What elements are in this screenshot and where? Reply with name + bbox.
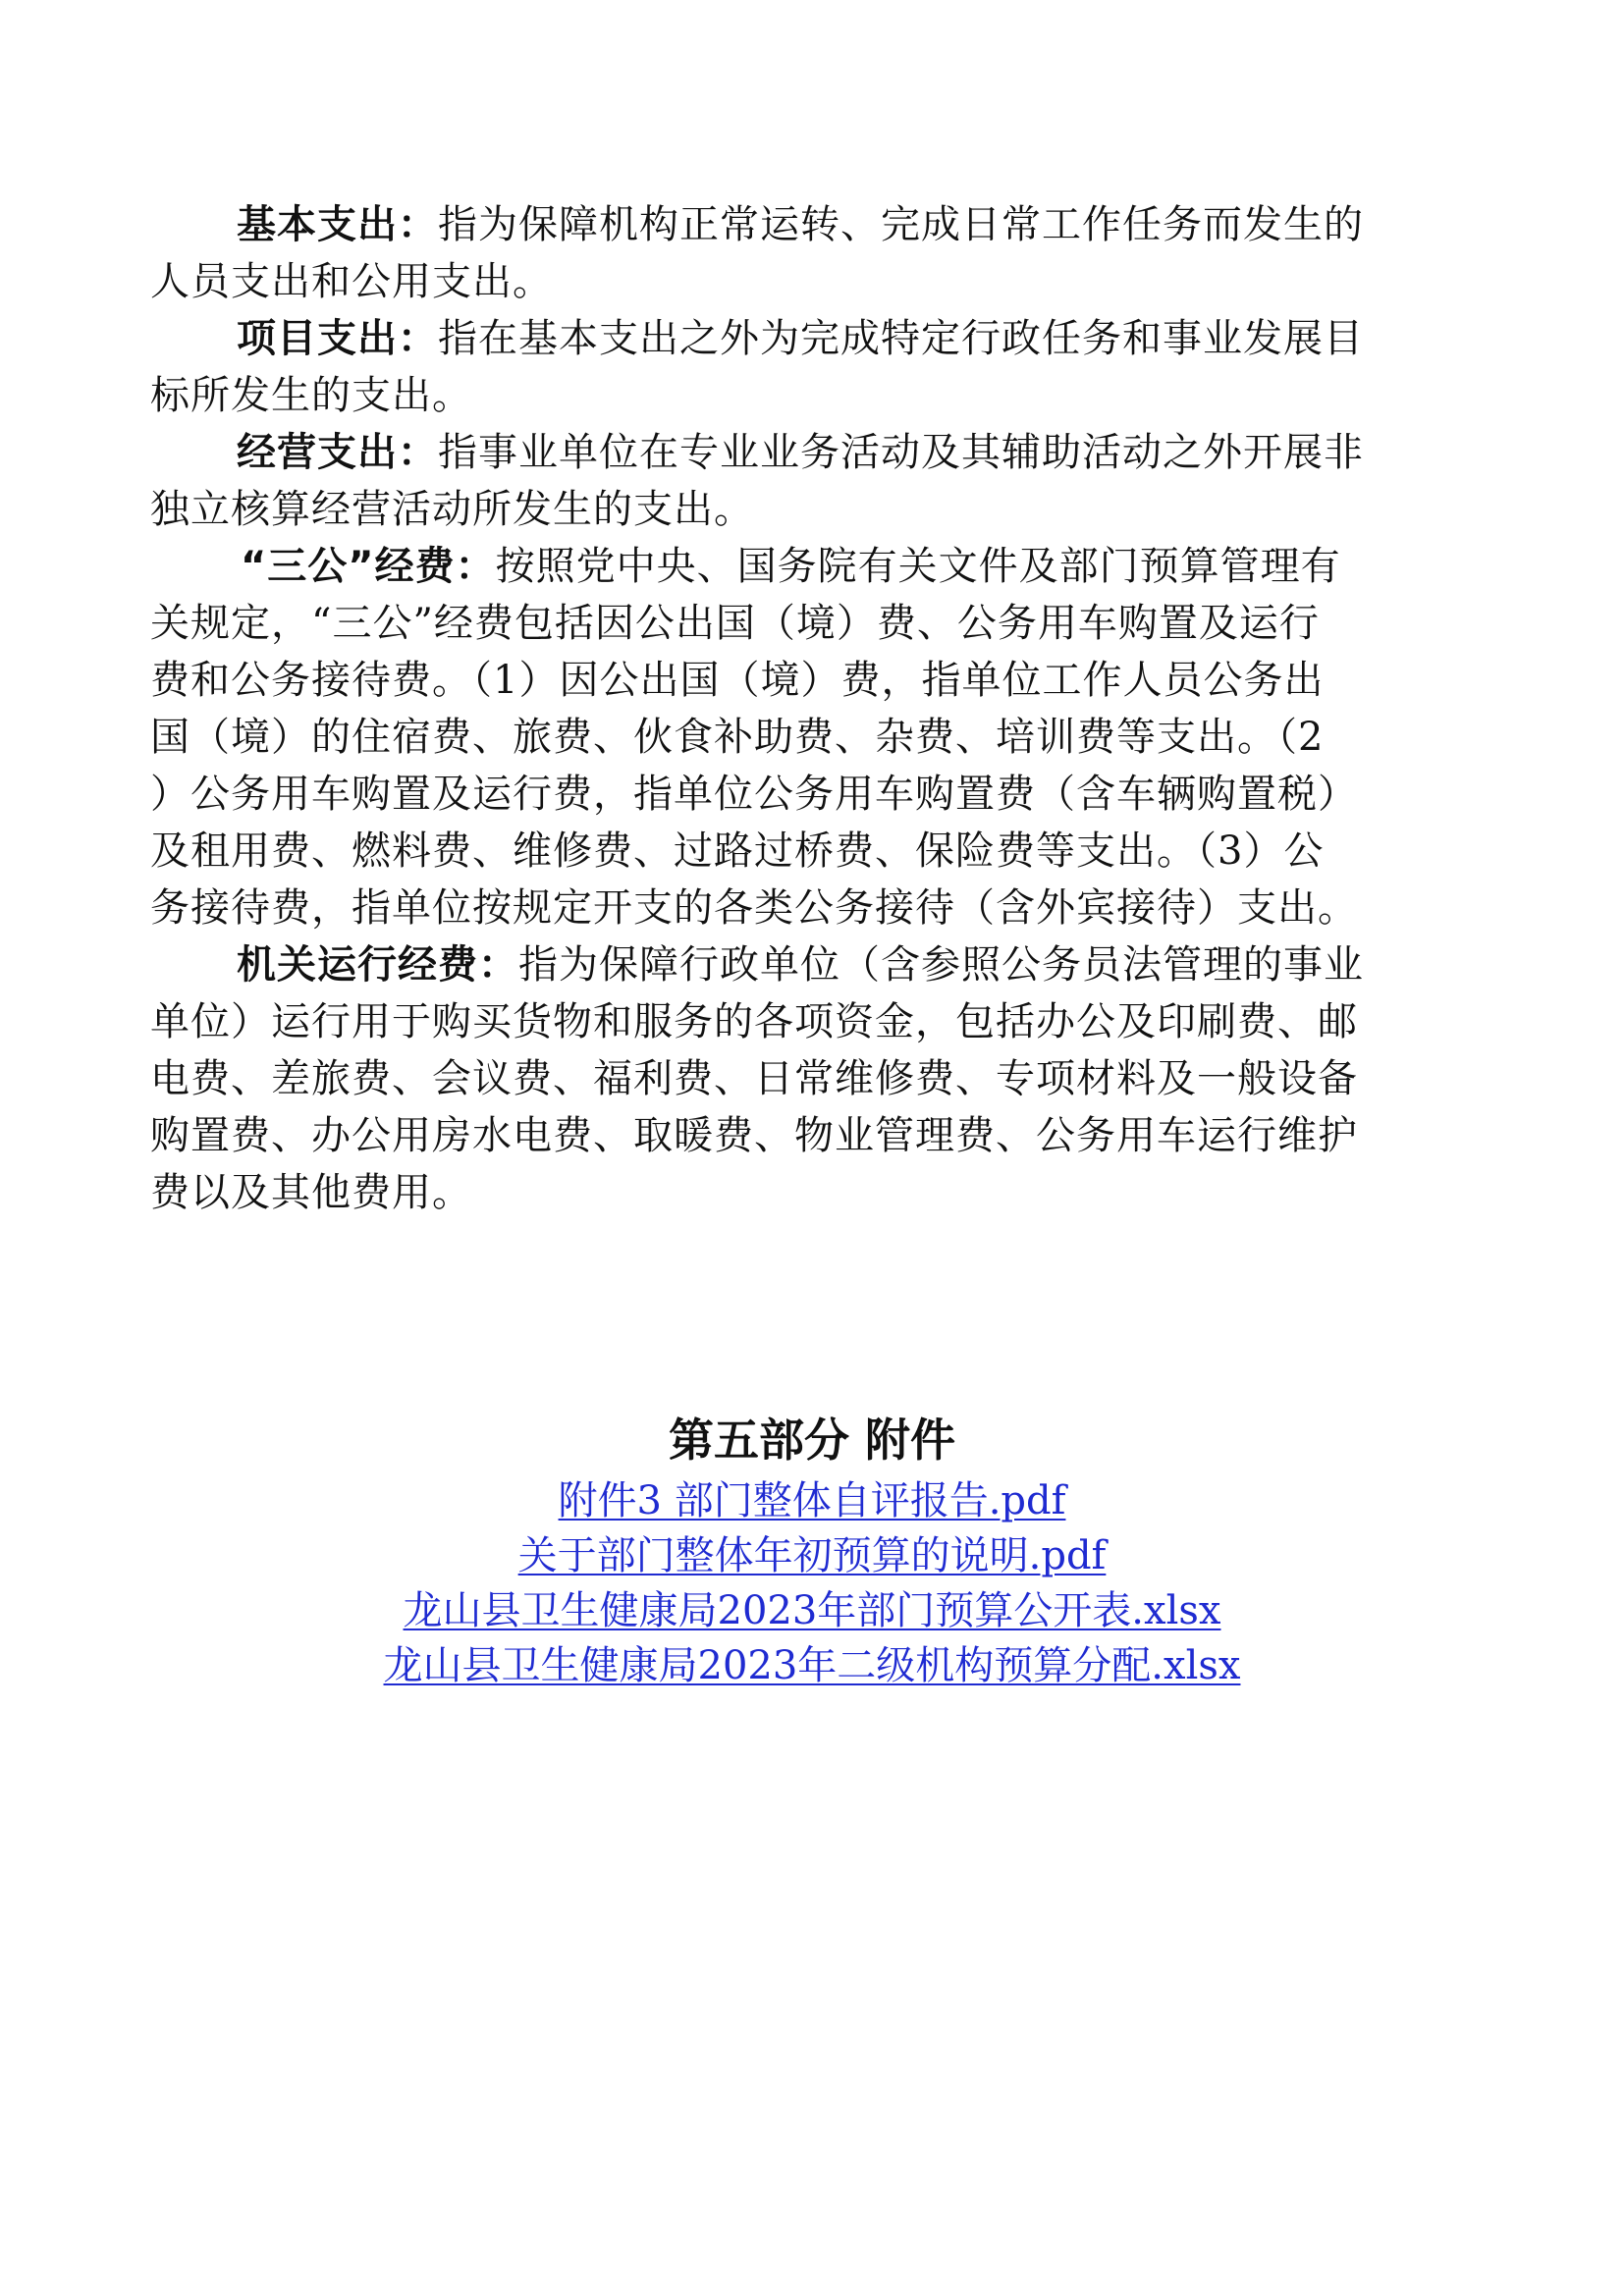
attachment-links (0, 1473, 1624, 1693)
paragraph-project-expenditure: 项目支出：指在基本支出之外为完成特定行政任务和事业发展目 标所发生的支出。 (150, 316, 1364, 418)
attachment-link-self-evaluation-report[interactable]: 附件3 部门整体自评报告.pdf (558, 1478, 1066, 1523)
paragraph-basic-expenditure: 基本支出：指为保障机构正常运转、完成日常工作任务而发生的 人员支出和公用支出。 (150, 202, 1364, 304)
paragraph-org-running-funds: 机关运行经费：指为保障行政单位（含参照公务员法管理的事业 单位）运行用于购买货物和服务的各项资金，包括办公及印刷费、邮 电费、差旅费、会议费、福利费、日常维修费、专项材料及一般设备 购置费、办公用房水电费、取暖费、物业管理费、公务用车运行维护 费以及其他费用。 (150, 942, 1364, 1215)
definitions-text (150, 196, 1471, 1221)
attachment-link-budget-disclosure-table[interactable]: 龙山县卫生健康局2023年部门预算公开表.xlsx (403, 1588, 1221, 1633)
term-org-running-funds: 机关运行经费： (237, 942, 518, 988)
attachments-section (0, 1409, 1624, 1693)
attachment-link-secondary-budget-allocation[interactable]: 龙山县卫生健康局2023年二级机构预算分配.xlsx (383, 1643, 1241, 1688)
attachment-link-budget-explanation[interactable]: 关于部门整体年初预算的说明.pdf (517, 1533, 1107, 1578)
paragraph-operating-expenditure: 经营支出：指事业单位在专业业务活动及其辅助活动之外开展非 独立核算经营活动所发生的支出。 (150, 430, 1364, 532)
term-project-expenditure: 项目支出： (237, 316, 438, 361)
term-basic-expenditure: 基本支出： (237, 202, 438, 247)
section-title: 第五部分 附件 (668, 1414, 955, 1467)
term-three-public-funds: “三公”经费： (241, 544, 496, 589)
term-operating-expenditure: 经营支出： (237, 430, 438, 475)
paragraph-three-public-funds: “三公”经费：按照党中央、国务院有关文件及部门预算管理有 关规定，“三公”经费包括因公出国（境）费、公务用车购置及运行 费和公务接待费。（1）因公出国（境）费，指单位工作人员公务出 国（境）的住宿费、旅费、伙食补助费、杂费、培训费等支出。（2 ）公务用车购置及运行费，指单位公务用车购置费（含车辆购置税） 及租用费、燃料费、维修费、过路过桥费、保险费等支出。（3）公 务接待费，指单位按规定开支的各类公务接待（含外宾接待）支出。 (150, 544, 1358, 931)
